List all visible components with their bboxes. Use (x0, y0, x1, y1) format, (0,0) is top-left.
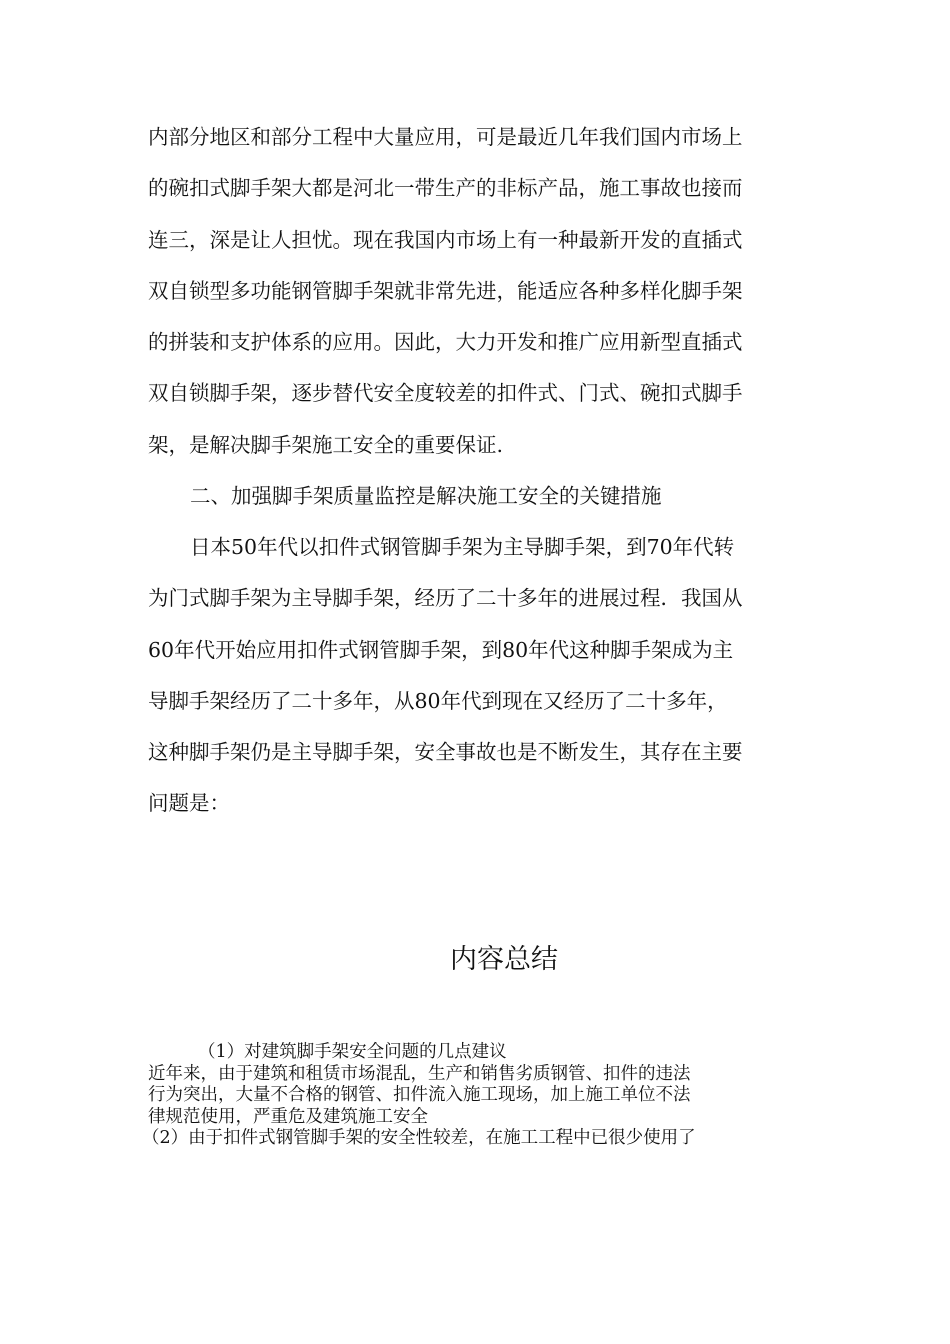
text-line: 连三，深是让人担忧。现在我国内市场上有一种最新开发的直插式 (148, 227, 743, 252)
summary-line: 行为突出，大量不合格的钢管、扣件流入施工现场，加上施工单位不法 (148, 1085, 691, 1105)
text-line: 内部分地区和部分工程中大量应用，可是最近几年我们国内市场上 (148, 125, 743, 149)
text-line: 60年代开始应用扣件式钢管脚手架，到80年代这种脚手架成为主 (148, 637, 734, 662)
text-line: 日本50年代以扣件式钢管脚手架为主导脚手架，到70年代转 (190, 535, 735, 559)
summary-block (142, 1042, 808, 1150)
text-line: 为门式脚手架为主导脚手架，经历了二十多年的进展过程．我国从 (148, 586, 743, 611)
text-line: 的碗扣式脚手架大都是河北一带生产的非标产品，施工事故也接而 (148, 176, 743, 201)
summary-title: 内容总结 (450, 944, 558, 975)
text-line: 双自锁型多功能钢管脚手架就非常先进，能适应各种多样化脚手架 (148, 278, 743, 303)
summary-line: 律规范使用，严重危及建筑施工安全 (148, 1106, 428, 1127)
text-line: 问题是： (148, 791, 230, 816)
text-line: 架，是解决脚手架施工安全的重要保证. (148, 432, 504, 457)
section-heading-block (148, 471, 808, 522)
paragraph-1 (148, 112, 808, 471)
summary-line: （1）对建筑脚手架安全问题的几点建议 (198, 1042, 507, 1062)
text-line: 双自锁脚手架，逐步替代安全度较差的扣件式、门式、碗扣式脚手 (148, 381, 743, 406)
summary-line: （2）由于扣件式钢管脚手架的安全性较差，在施工工程中已很少使用了 (142, 1128, 696, 1148)
text-line: 的拼装和支护体系的应用。因此，大力开发和推广应用新型直插式 (148, 330, 743, 355)
paragraph-2 (148, 522, 808, 830)
text-line: 导脚手架经历了二十多年，从80年代到现在又经历了二十多年， (148, 688, 728, 713)
summary-line: 近年来，由于建筑和租赁市场混乱，生产和销售劣质钢管、扣件的违法 (148, 1063, 691, 1084)
text-line: 这种脚手架仍是主导脚手架，安全事故也是不断发生，其存在主要 (148, 740, 743, 765)
section-heading: 二、加强脚手架质量监控是解决施工安全的关键措施 (190, 484, 662, 508)
